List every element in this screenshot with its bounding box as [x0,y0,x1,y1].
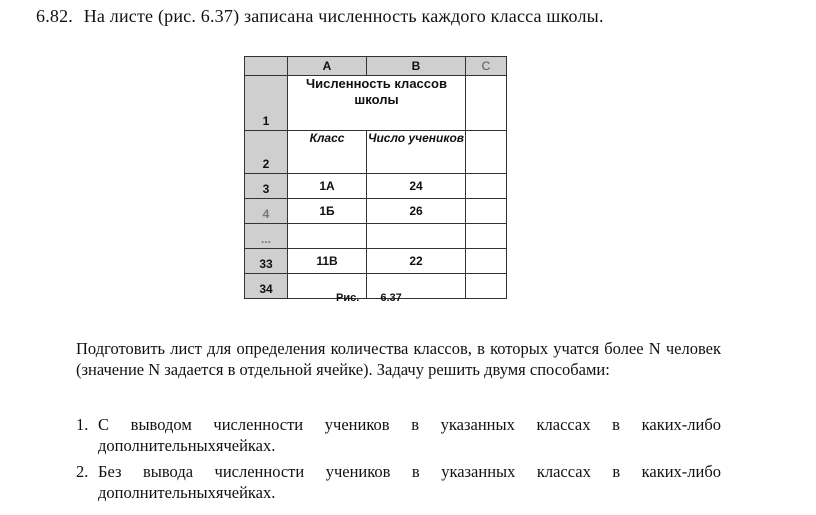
column-header-a: A [288,57,367,76]
count-cell: 24 [367,174,466,199]
empty-cell [466,274,507,299]
row-header: 1 [245,76,288,131]
empty-cell [466,199,507,224]
table-row [245,199,507,224]
table-row [245,76,507,131]
method-text: С выводом численности учеников в указанных классах в каких-либо дополнительныхячейках. [98,415,721,455]
methods-list [76,414,721,508]
empty-cell [466,174,507,199]
empty-cell [466,131,507,174]
row-header-ellipsis: ... [245,224,288,249]
column-header-row [245,57,507,76]
method-number: 2. [76,462,89,481]
class-cell: 11В [288,249,367,274]
method-text: Без вывода численности учеников в указанных классах в каких-либо дополнительныхячейках. [98,462,721,502]
empty-cell [466,76,507,131]
task-text: Подготовить лист для определения количества классов, в которых учатся более N человек (значение N задается в отдельной ячейке). Задачу решить двумя способами: [76,339,721,379]
table-row [245,224,507,249]
count-cell: 22 [367,249,466,274]
task-description [76,338,721,380]
row-header: 2 [245,131,288,174]
row-header: 4 [245,199,288,224]
list-item [76,414,721,456]
table-row [245,249,507,274]
column-title-class: Класс [288,131,367,174]
corner-cell [245,57,288,76]
column-header-c: C [466,57,507,76]
spreadsheet-figure [244,56,507,299]
column-title-students: Число учеников [367,131,466,174]
method-number: 1. [76,415,89,434]
empty-cell [466,249,507,274]
empty-cell [466,224,507,249]
list-item [76,461,721,503]
count-cell: 26 [367,199,466,224]
figure-caption [336,292,402,304]
class-cell: 1Б [288,199,367,224]
caption-label: Рис. [336,292,360,304]
problem-title: На листе (рис. 6.37) записана численность каждого класса школы. [83,6,604,26]
class-cell [288,224,367,249]
table-row [245,174,507,199]
row-header: 33 [245,249,288,274]
count-cell [367,224,466,249]
column-header-b: B [367,57,466,76]
caption-figure-number: 6.37 [380,292,402,304]
table-row [245,131,507,174]
sheet-title-cell: Численность классов школы [288,76,466,131]
class-cell: 1А [288,174,367,199]
row-header: 34 [245,274,288,299]
row-header: 3 [245,174,288,199]
problem-header [36,6,604,27]
problem-number: 6.82. [36,6,73,26]
